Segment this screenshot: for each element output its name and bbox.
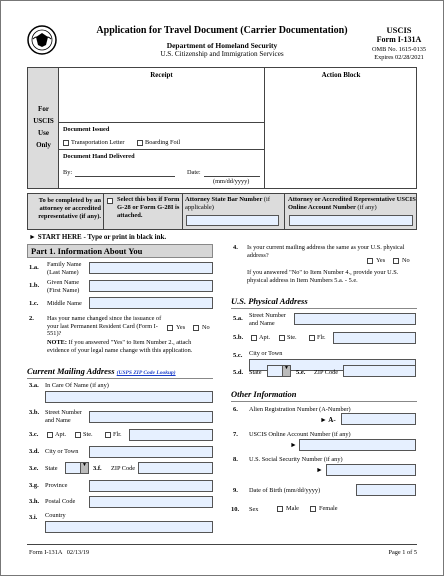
- mail-state-num: 3.e.: [29, 465, 39, 472]
- online-acct-label: [288, 196, 416, 212]
- mail-city-input[interactable]: [89, 446, 213, 458]
- doc-delivered-line: [59, 149, 264, 150]
- postal-code-input[interactable]: [89, 496, 213, 508]
- name-changed-yes-label: Yes: [176, 324, 186, 331]
- doc-issued-line: [59, 122, 264, 123]
- agency-name: U.S. Citizenship and Immigration Services: [160, 50, 284, 58]
- postal-num: 3.h.: [29, 498, 40, 505]
- by-line: [75, 176, 175, 177]
- name-changed-yes-checkbox[interactable]: [167, 325, 173, 331]
- sex-female-checkbox[interactable]: [310, 506, 316, 512]
- phys-zip-input[interactable]: [343, 365, 416, 377]
- mail-zip-label: ZIP Code: [111, 465, 136, 472]
- attorney-div1: [103, 194, 104, 229]
- note-label: NOTE:: [47, 339, 67, 346]
- online-acct-note: (if any): [357, 203, 377, 211]
- in-care-num: 3.a.: [29, 382, 39, 389]
- country-label: Country: [45, 512, 66, 519]
- anum-num: 6.: [233, 406, 238, 413]
- country-num: 3.i.: [29, 514, 38, 521]
- phys-city-num: 5.c.: [233, 352, 243, 359]
- q2-num: 2.: [29, 315, 34, 322]
- mail-city-num: 3.d.: [29, 448, 40, 455]
- in-care-label: In Care Of Name (if any): [45, 382, 109, 389]
- chevron-down-icon: ▼: [282, 366, 290, 376]
- dept-name: Department of Homeland Security: [166, 41, 278, 50]
- mailing-title-text: Current Mailing Address: [27, 366, 115, 376]
- same-address-no-checkbox[interactable]: [393, 258, 399, 264]
- other-info-title: Other Information: [231, 389, 417, 402]
- phys-state-label: State: [249, 369, 262, 376]
- ssn-num: 8.: [233, 456, 238, 463]
- sex-num: 10.: [231, 506, 240, 513]
- side-label-for: For: [38, 105, 49, 113]
- start-here-text: START HERE - Type or print in black ink.: [37, 233, 167, 241]
- same-address-followup: If you answered "No" to Item Number 4., provide your U.S. physical address in Item Numbers 5.a. - 5.e.: [247, 269, 399, 284]
- province-label: Province: [45, 482, 68, 489]
- dob-num: 9.: [233, 487, 238, 494]
- mail-flr-label: Flr.: [113, 431, 122, 438]
- phys-flr-checkbox[interactable]: [309, 335, 315, 341]
- phys-state-num: 5.d.: [233, 369, 244, 376]
- form-title: Application for Travel Document (Carrier Documentation): [96, 25, 348, 36]
- given-name-label: Given Name (First Name): [47, 279, 80, 294]
- physical-address-title: U.S. Physical Address: [231, 296, 417, 309]
- transport-letter-checkbox[interactable]: [63, 140, 69, 146]
- phys-apt-label: Apt.: [259, 334, 271, 341]
- online-acct-text: Attorney or Accredited Representative USCIS Online Account Number: [288, 196, 416, 211]
- g28-label: Select this box if Form G-28 or Form G-28I is attached.: [117, 196, 180, 219]
- phys-apt-num: 5.b.: [233, 334, 244, 341]
- q4-num: 4.: [233, 244, 238, 251]
- action-block-label: Action Block: [321, 71, 361, 79]
- state-bar-label: [185, 196, 283, 212]
- name-changed-no-checkbox[interactable]: [193, 325, 199, 331]
- mail-apt-checkbox[interactable]: [47, 432, 53, 438]
- in-care-of-input[interactable]: [45, 391, 213, 403]
- online-num: 7.: [233, 431, 238, 438]
- date-label: Date:: [187, 169, 201, 176]
- attorney-div2: [182, 194, 183, 229]
- agency-code: USCIS: [386, 25, 412, 35]
- a-number-prefix: ► A-: [320, 416, 336, 424]
- postal-label: Postal Code: [45, 498, 76, 505]
- family-name-input[interactable]: [89, 262, 213, 274]
- date-format-hint: (mm/dd/yyyy): [213, 178, 250, 185]
- mail-street-label: Street Number and Name: [45, 409, 82, 424]
- date-line: [204, 176, 260, 177]
- province-input[interactable]: [89, 480, 213, 492]
- mail-city-label: City or Town: [45, 448, 79, 455]
- dhs-seal: [27, 25, 57, 55]
- arrow-right-icon: ►: [290, 441, 297, 449]
- mail-street-input[interactable]: [89, 411, 213, 423]
- attorney-completed-by: To be completed by an attorney or accredited representative (if any).: [38, 197, 101, 220]
- mail-state-select[interactable]: [65, 462, 89, 474]
- mail-flr-checkbox[interactable]: [105, 432, 111, 438]
- phys-street-label: Street Number and Name: [249, 312, 286, 327]
- phys-city-label: City or Town: [249, 350, 283, 357]
- receipt-label: Receipt: [150, 71, 173, 79]
- online-acct-label-2: USCIS Online Account Number (if any): [249, 431, 351, 438]
- expiration-date: Expires 02/28/2021: [374, 54, 424, 61]
- phys-zip-label: ZIP Code: [314, 369, 339, 376]
- start-here: [29, 233, 166, 241]
- same-address-no-label: No: [402, 257, 410, 264]
- province-num: 3.g.: [29, 482, 39, 489]
- note-text: If you answered "Yes" to Item Number 2., attach evidence of your legal name change with this application.: [47, 339, 193, 354]
- same-address-yes-label: Yes: [376, 257, 386, 264]
- sex-label: Sex: [249, 506, 259, 513]
- same-address-question: Is your current mailing address the same as your U.S. physical address?: [247, 244, 405, 259]
- mail-street-num: 3.b.: [29, 409, 40, 416]
- start-arrow-icon: ►: [29, 233, 36, 241]
- middle-name-label: Middle Name: [47, 300, 82, 307]
- g28-checkbox[interactable]: [107, 198, 113, 204]
- state-bar-input[interactable]: [186, 215, 279, 226]
- ssn-input[interactable]: [326, 464, 416, 476]
- side-label-only: Only: [36, 141, 51, 149]
- country-input[interactable]: [45, 521, 213, 533]
- zip-lookup-link[interactable]: (USPS ZIP Code Lookup): [116, 370, 176, 376]
- mail-apt-num: 3.c.: [29, 431, 39, 438]
- phys-apt-checkbox[interactable]: [251, 335, 257, 341]
- phys-street-num: 5.a.: [233, 315, 243, 322]
- phys-street-input[interactable]: [294, 313, 416, 325]
- side-label-use: Use: [38, 129, 49, 137]
- mail-apt-label: Apt.: [55, 431, 67, 438]
- footer-rule: [27, 544, 417, 545]
- arrow-right-icon: ►: [316, 466, 323, 474]
- part1-title: Part 1. Information About You: [27, 244, 213, 258]
- name-changed-question: Has your name changed since the issuance of your last Permanent Resident Card (Form I-551)?: [47, 315, 162, 338]
- mail-apt-number-input[interactable]: [129, 429, 213, 441]
- footer-form-version: Form I-131A 02/13/19: [29, 549, 90, 556]
- footer-page-number: Page 1 of 5: [388, 549, 417, 556]
- mail-ste-label: Ste.: [83, 431, 93, 438]
- mail-zip-num: 3.f.: [93, 465, 102, 472]
- boarding-foil-label: Boarding Foil: [145, 139, 181, 146]
- middle-num: 1.c.: [29, 300, 39, 307]
- attorney-div3: [284, 194, 285, 229]
- ssn-label: U.S. Social Security Number (if any): [249, 456, 343, 463]
- sex-male-checkbox[interactable]: [277, 506, 283, 512]
- name-change-note: [47, 339, 215, 354]
- family-name-label: Family Name (Last Name): [47, 261, 82, 276]
- attorney-online-acct-input[interactable]: [289, 215, 413, 226]
- state-bar-note: (if applicable): [185, 196, 270, 211]
- transport-letter-label: Transportation Letter: [71, 139, 125, 146]
- anum-label: Alien Registration Number (A-Number): [249, 406, 351, 413]
- phys-ste-checkbox[interactable]: [279, 335, 285, 341]
- phys-state-select[interactable]: [267, 365, 291, 377]
- mail-ste-checkbox[interactable]: [75, 432, 81, 438]
- name-changed-no-label: No: [202, 324, 210, 331]
- family-num: 1.a.: [29, 264, 39, 271]
- side-label-uscis: USCIS: [33, 117, 54, 125]
- uscis-online-acct-input[interactable]: [299, 439, 416, 451]
- phys-apt-number-input[interactable]: [333, 332, 416, 344]
- form-number: Form I-131A: [376, 35, 422, 44]
- middle-name-input[interactable]: [89, 297, 213, 309]
- sex-female-label: Female: [319, 505, 338, 512]
- dob-input[interactable]: [356, 484, 416, 496]
- uscis-side-label: [28, 68, 59, 188]
- phys-ste-label: Ste.: [287, 334, 297, 341]
- chevron-down-icon: ▼: [80, 463, 88, 473]
- receipt-action-divider: [264, 68, 265, 188]
- phys-zip-num: 5.e.: [296, 369, 306, 376]
- mailing-address-title: [27, 366, 213, 379]
- doc-delivered-label: Document Hand Delivered: [63, 153, 135, 160]
- state-bar-text: Attorney State Bar Number: [185, 196, 263, 203]
- boarding-foil-checkbox[interactable]: [137, 140, 143, 146]
- given-name-input[interactable]: [89, 280, 213, 292]
- mail-state-label: State: [45, 465, 58, 472]
- by-label: By:: [63, 169, 73, 176]
- same-address-yes-checkbox[interactable]: [367, 258, 373, 264]
- doc-issued-label: Document Issued: [63, 126, 110, 133]
- a-number-input[interactable]: [341, 413, 416, 425]
- omb-number: OMB No. 1615-0135: [371, 46, 427, 53]
- dob-label: Date of Birth (mm/dd/yyyy): [249, 487, 321, 494]
- phys-flr-label: Flr.: [317, 334, 326, 341]
- mail-zip-input[interactable]: [138, 462, 213, 474]
- sex-male-label: Male: [286, 505, 299, 512]
- given-num: 1.b.: [29, 282, 40, 289]
